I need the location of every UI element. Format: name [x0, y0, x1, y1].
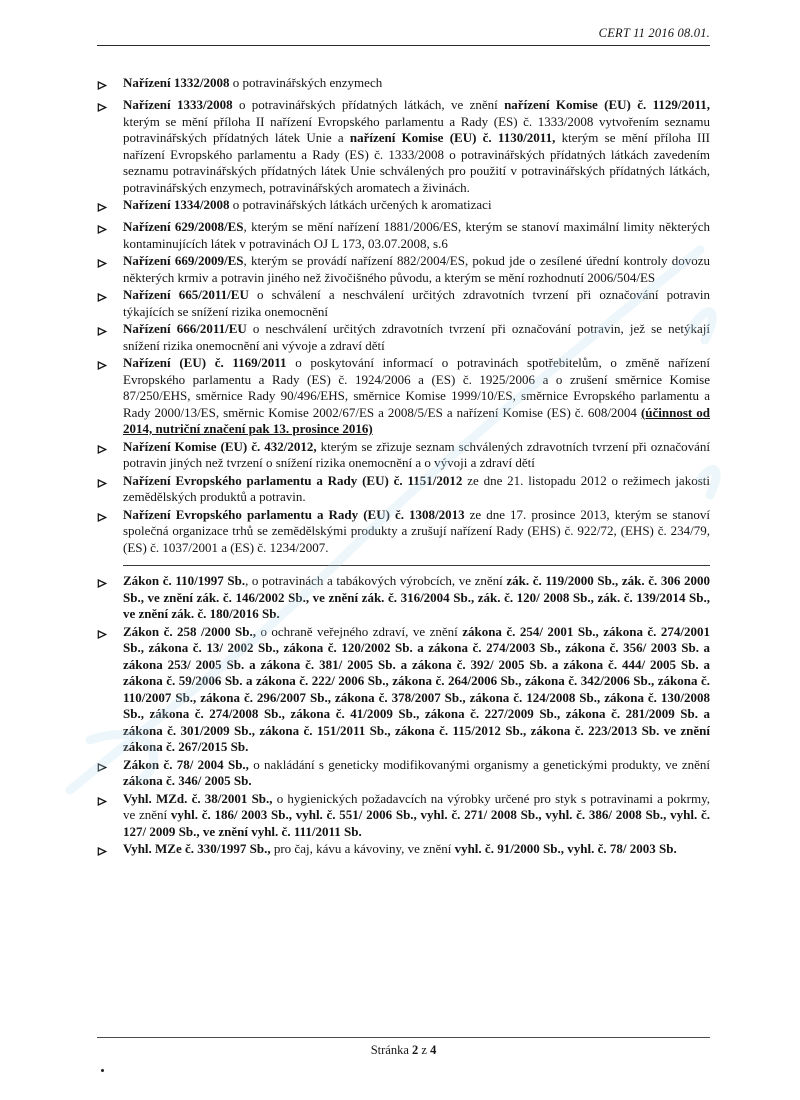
list-item-text: Nařízení (EU) č. 1169/2011 o poskytování informací o potravinách spotřebitelům, o změně nařízení Evropského parlamentu a Rady (ES) č. 1924/2006 a (ES) č. 1925/2006 a o zrušení směrnice Komise 87/250/EHS, směrnice Rady 90/496/EHS, směrnice Komise 1999/10/ES, směrnice Evropského parlamentu a Rady 2000/13/ES, směrnic Komise 2002/67/ES a 2008/5/ES a nařízení Komise (ES) č. 608/2004 (účinnost od 2014, nutriční značení pak 13. prosince 2016)	[123, 355, 710, 436]
page-footer	[97, 1037, 710, 1058]
list-item-text: Nařízení 666/2011/EU o neschválení určitých zdravotních tvrzení při označování potravin, jež se netýkají snížení rizika onemocnění ani vývoje a zdraví dětí	[123, 321, 710, 353]
list-item	[97, 219, 710, 252]
document-reference: CERT 11 2016 08.01.	[598, 26, 710, 40]
page-header	[97, 24, 710, 46]
list-item	[97, 253, 710, 286]
bullet-arrow-icon	[97, 197, 123, 218]
list-item	[97, 757, 710, 790]
section-divider	[123, 565, 710, 566]
list-item	[97, 791, 710, 841]
bullet-arrow-icon	[97, 439, 123, 472]
list-item-text: Vyhl. MZd. č. 38/2001 Sb., o hygienických požadavcích na výrobky určené pro styk s potravinami a pokrmy, ve znění vyhl. č. 186/ 2003 Sb., vyhl. č. 551/ 2006 Sb., vyhl. č. 271/ 2008 Sb., vyhl. č. 386/ 2008 Sb., vyhl. č. 127/ 2009 Sb., ve znění vyhl. č. 111/2011 Sb.	[123, 790, 711, 839]
list-item	[97, 75, 710, 96]
bullet-arrow-icon	[97, 97, 123, 196]
bullet-arrow-icon	[97, 757, 123, 790]
list-item	[97, 507, 710, 557]
bullet-arrow-icon	[97, 75, 123, 96]
bullet-arrow-icon	[97, 573, 123, 623]
list-item	[97, 197, 710, 218]
list-item	[97, 321, 710, 354]
bullet-arrow-icon	[97, 791, 123, 841]
list-item-text: Nařízení 665/2011/EU o schválení a neschválení určitých zdravotních tvrzení při označování potravin týkajících se snížení rizika onemocnění	[123, 287, 710, 319]
stray-mark	[101, 1069, 104, 1072]
page-number-of: z	[418, 1043, 431, 1057]
list-item	[97, 97, 710, 196]
document-body	[97, 75, 710, 862]
list-item-text: Nařízení Evropského parlamentu a Rady (EU) č. 1151/2012 ze dne 21. listopadu 2012 o režimech jakosti zemědělských produktů a potravin.	[123, 472, 710, 504]
bullet-arrow-icon	[97, 321, 123, 354]
footer-divider	[97, 1037, 710, 1038]
bullet-arrow-icon	[97, 253, 123, 286]
list-item-text: Nařízení 669/2009/ES, kterým se provádí nařízení 882/2004/ES, pokud jde o zesílené úřední kontroly dovozu některých krmiv a potravin jiného než živočišného původu, a kterým se mění rozhodnutí 2006/504/ES	[123, 253, 710, 285]
bullet-arrow-icon	[97, 219, 123, 252]
list-item-text: Nařízení 629/2008/ES, kterým se mění nařízení 1881/2006/ES, kterým se stanoví maximální limity některých kontaminujících látek v potravinách OJ L 173, 03.07.2008, s.6	[123, 219, 710, 251]
list-item	[97, 473, 710, 506]
list-item-text: Vyhl. MZe č. 330/1997 Sb., pro čaj, kávu a kávoviny, ve znění vyhl. č. 91/2000 Sb., vyhl. č. 78/ 2003 Sb.	[123, 841, 677, 856]
list-item-text: Zákon č. 78/ 2004 Sb., o nakládání s geneticky modifikovanými organismy a genetickými produkty, ve znění zákona č. 346/ 2005 Sb.	[123, 756, 710, 788]
bullet-arrow-icon	[97, 287, 123, 320]
bullet-arrow-icon	[97, 355, 123, 438]
list-item	[97, 573, 710, 623]
list-item	[97, 287, 710, 320]
bullet-arrow-icon	[97, 841, 123, 862]
list-item-text: Nařízení Komise (EU) č. 432/2012, kterým se zřizuje seznam schválených zdravotních tvrzení při označování potravin jiných než tvrzení o snížení rizika onemocnění a o vývoji a zdraví dětí	[123, 438, 710, 470]
current-page: 2	[412, 1043, 419, 1057]
list-item-text: Zákon č. 258 /2000 Sb., o ochraně veřejného zdraví, ve znění zákona č. 254/ 2001 Sb., zákona č. 274/2001 Sb., zákona č. 13/ 2002 Sb., zákona č. 120/2002 Sb. a zákona č. 274/2003 Sb., zákona č. 356/ 2003 Sb. a zákona 253/ 2005 Sb. a zákona č. 381/ 2005 Sb. a zákona č. 392/ 2005 Sb. a zákona č. 444/ 2005 Sb. a zákona č. 59/2006 Sb. a zákona č. 222/ 2006 Sb., zákona č. 264/2006 Sb., zákona č. 342/2006 Sb., zákona č. 110/2007 Sb., zákona č. 296/2007 Sb., zákona č. 378/2007 Sb., zákona č. 124/2008 Sb., zákona č. 130/2008 Sb., zákona č. 274/2008 Sb., zákona č. 41/2009 Sb., zákona č. 227/2009 Sb., zákona č. 281/2009 Sb. a zákona č. 301/2009 Sb., zákona č. 151/2011 Sb., zákona č. 115/2012 Sb., zákona č. 223/2013 Sb. ve znění zákona č. 267/2015 Sb.	[123, 623, 710, 754]
bullet-arrow-icon	[97, 473, 123, 506]
list-item-text: Nařízení 1334/2008 o potravinářských látkách určených k aromatizaci	[123, 197, 492, 212]
laws-list	[97, 573, 710, 862]
page-number-prefix: Stránka	[370, 1043, 412, 1057]
bullet-arrow-icon	[97, 624, 123, 756]
list-item	[97, 624, 710, 756]
regulations-list	[97, 75, 710, 556]
list-item-text: Zákon č. 110/1997 Sb., o potravinách a tabákových výrobcích, ve znění zák. č. 119/2000 Sb., zák. č. 306 2000 Sb., ve znění zák. č. 146/2002 Sb., ve znění zák. č. 316/2004 Sb., zák. č. 120/ 2008 Sb., zák. č. 139/2014 Sb., ve znění zák. č. 180/2016 Sb.	[123, 573, 710, 621]
list-item	[97, 439, 710, 472]
list-item	[97, 355, 710, 438]
list-item-text: Nařízení 1332/2008 o potravinářských enzymech	[123, 75, 383, 90]
list-item-text: Nařízení Evropského parlamentu a Rady (EU) č. 1308/2013 ze dne 17. prosince 2013, kterým se stanoví společná organizace trhů se zemědělskými produkty a zrušují nařízení Rady (EHS) č. 922/72, (EHS) č. 234/79, (ES) č. 1037/2001 a (ES) č. 1234/2007.	[123, 506, 710, 555]
list-item-text: Nařízení 1333/2008 o potravinářských přídatných látkách, ve znění nařízení Komise (EU) č. 1129/2011, kterým se mění příloha II nařízení Evropského parlamentu a Rady (ES) č. 1333/2008 vytvořením seznamu potravinářských přídatných látek Unie a nařízení Komise (EU) č. 1130/2011, kterým se mění příloha III nařízení Evropského parlamentu a Rady (ES) č. 1333/2008 o potravinářských přídatných látkách zavedením seznamu potravinářských přídatných látek Unie schválených pro použití v potravinářských přídatných látkách, potravinářských enzymech, potravinářských aromatech a živinách.	[123, 97, 710, 195]
total-pages: 4	[430, 1043, 437, 1057]
bullet-arrow-icon	[97, 507, 123, 557]
page-number	[97, 1043, 710, 1058]
list-item	[97, 841, 710, 862]
